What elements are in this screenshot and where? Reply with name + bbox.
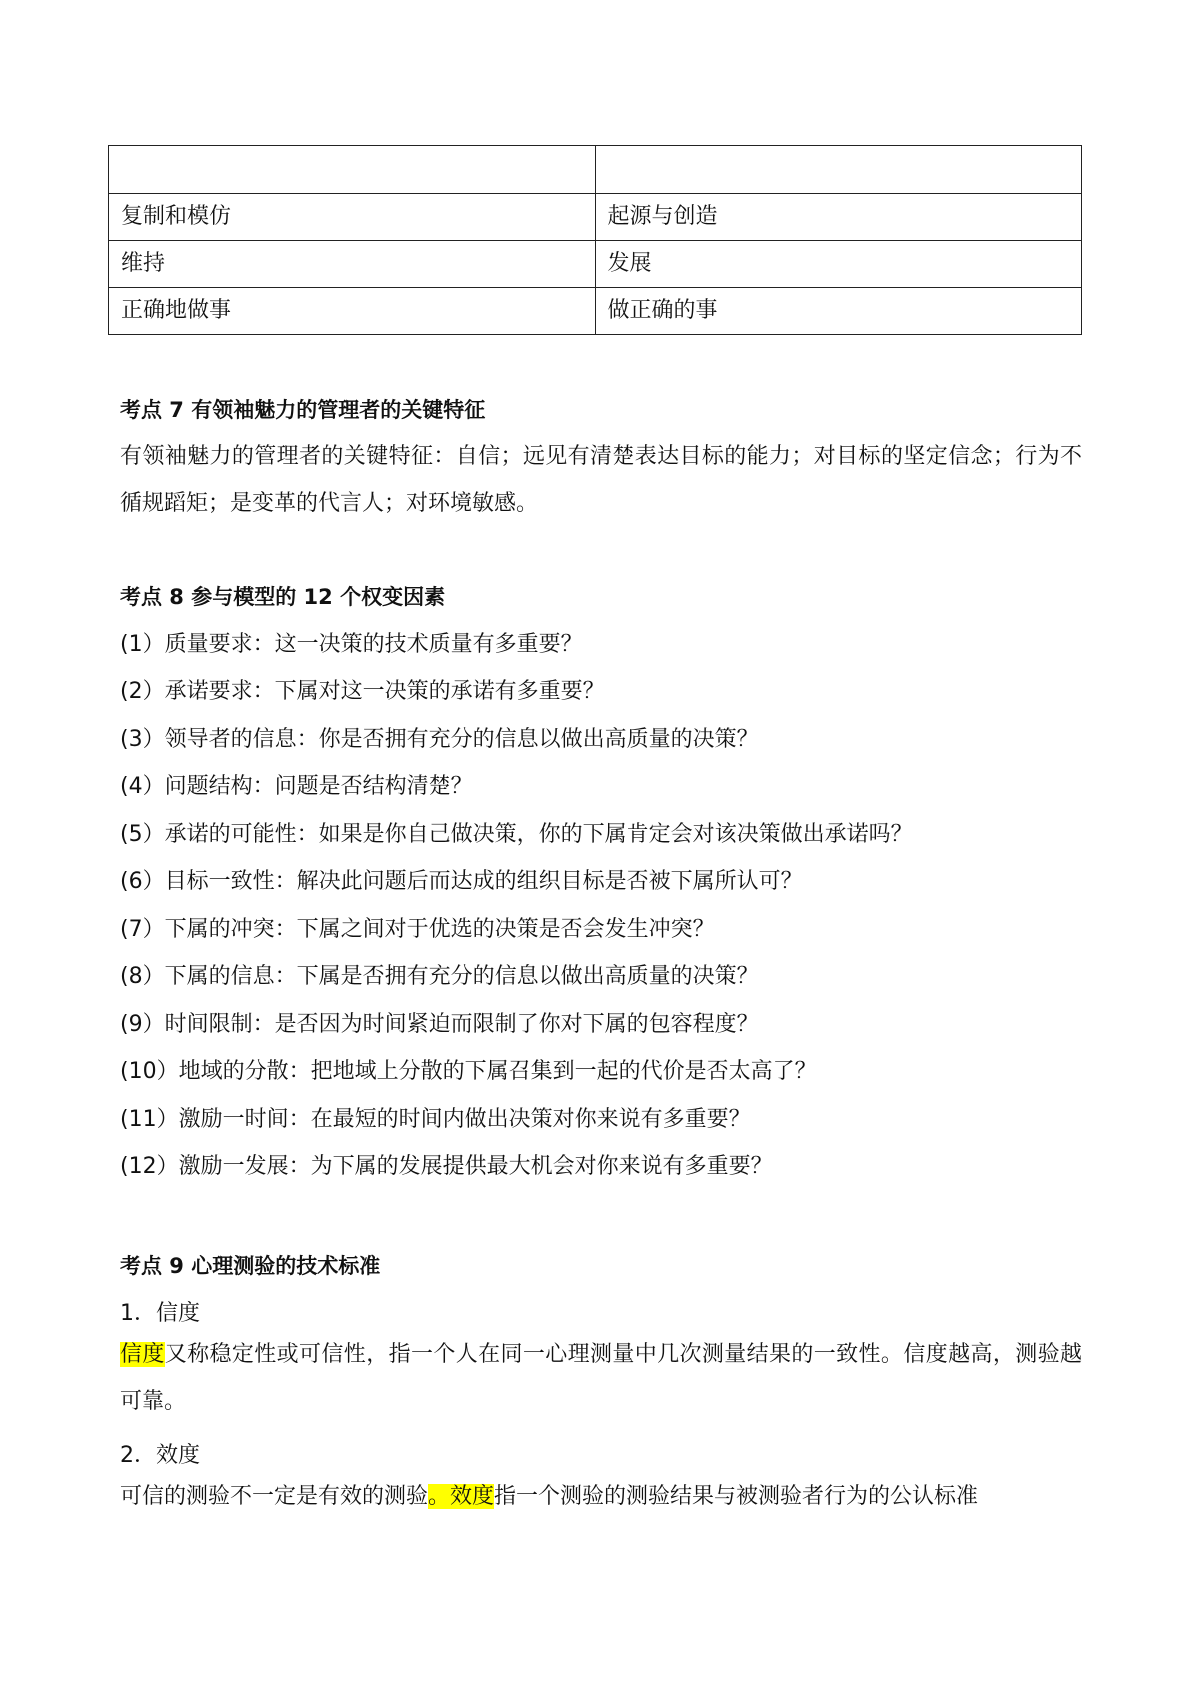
- table-cell: 维持: [109, 241, 596, 288]
- list-item: (4）问题结构：问题是否结构清楚？: [120, 774, 473, 799]
- paragraph-text: 可信的测验不一定是有效的测验: [120, 1484, 429, 1509]
- validity-paragraph: [120, 1473, 1082, 1520]
- highlighted-term: 。效度: [428, 1484, 495, 1509]
- list-item: (1）质量要求：这一决策的技术质量有多重要？: [120, 632, 583, 657]
- section-7-body: 有领袖魅力的管理者的关键特征：自信；远见有清楚表达目标的能力；对目标的坚定信念；行为不循规蹈矩；是变革的代言人；对环境敏感。: [120, 444, 1082, 516]
- section-7-heading: 考点 7 有领袖魅力的管理者的关键特征: [120, 398, 486, 422]
- paragraph-text: 又称稳定性或可信性，指一个人在同一心理测量中几次测量结果的一致性。信度越高，测验越可靠。: [120, 1342, 1082, 1414]
- comparison-table: [108, 145, 1082, 335]
- table-row: [109, 194, 1082, 241]
- table-cell: 发展: [595, 241, 1082, 288]
- list-item: (10）地域的分散：把地域上分散的下属召集到一起的代价是否太高了？: [120, 1059, 817, 1084]
- list-item: (5）承诺的可能性：如果是你自己做决策，你的下属肯定会对该决策做出承诺吗？: [120, 822, 913, 847]
- list-item: (12）激励一发展：为下属的发展提供最大机会对你来说有多重要？: [120, 1154, 773, 1179]
- table-cell: [595, 146, 1082, 194]
- list-item: (8）下属的信息：下属是否拥有充分的信息以做出高质量的决策？: [120, 964, 759, 989]
- list-item: (9）时间限制：是否因为时间紧迫而限制了你对下属的包容程度？: [120, 1012, 759, 1037]
- table-row: [109, 241, 1082, 288]
- table-row: [109, 146, 1082, 194]
- table-row: [109, 288, 1082, 335]
- reliability-paragraph: [120, 1331, 1082, 1425]
- paragraph-text: 指一个测验的测验结果与被测验者行为的公认标准: [494, 1484, 979, 1509]
- highlighted-term: 信度: [120, 1342, 165, 1367]
- table-cell: 做正确的事: [595, 288, 1082, 335]
- subheading-reliability: 1．信度: [120, 1301, 200, 1326]
- table-cell: 起源与创造: [595, 194, 1082, 241]
- list-item: (11）激励一时间：在最短的时间内做出决策对你来说有多重要？: [120, 1107, 751, 1132]
- list-item: (2）承诺要求：下属对这一决策的承诺有多重要？: [120, 679, 605, 704]
- list-item: (3）领导者的信息：你是否拥有充分的信息以做出高质量的决策？: [120, 727, 759, 752]
- table-cell: 正确地做事: [109, 288, 596, 335]
- list-item: (7）下属的冲突：下属之间对于优选的决策是否会发生冲突？: [120, 917, 715, 942]
- section-8-heading: 考点 8 参与模型的 12 个权变因素: [120, 585, 446, 609]
- section-9-heading: 考点 9 心理测验的技术标准: [120, 1254, 381, 1278]
- subheading-validity: 2．效度: [120, 1443, 200, 1468]
- list-item: (6）目标一致性：解决此问题后而达成的组织目标是否被下属所认可？: [120, 869, 803, 894]
- table-cell: 复制和模仿: [109, 194, 596, 241]
- table-cell: [109, 146, 596, 194]
